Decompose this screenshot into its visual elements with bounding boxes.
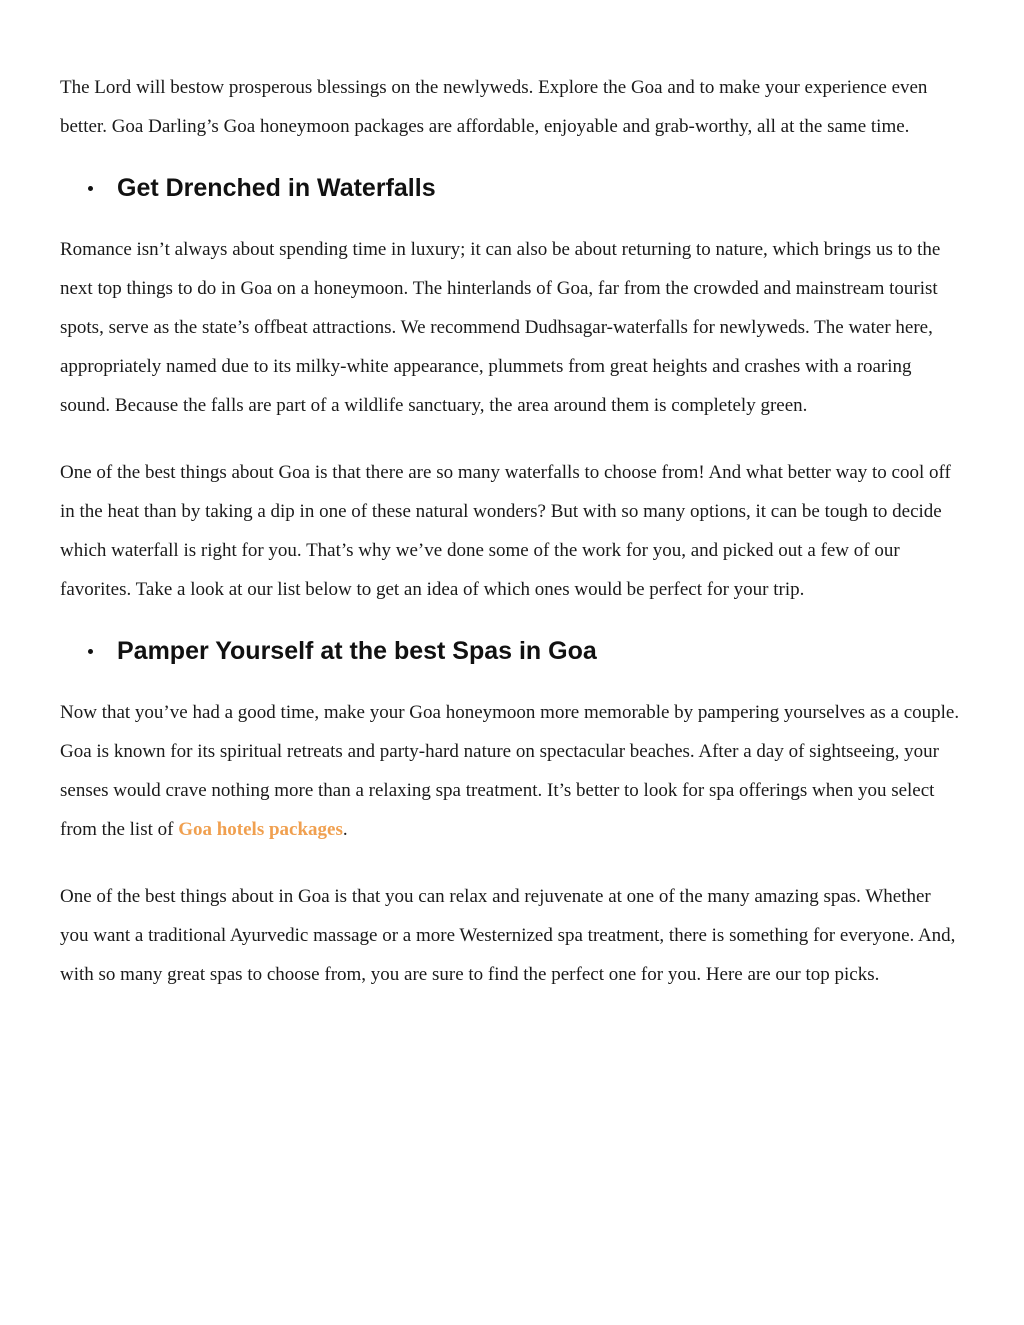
waterfalls-paragraph-1: Romance isn’t always about spending time in luxury; it can also be about returning to nature, which brings us to the next top things to do in Goa on a honeymoon. The hinterlands of Goa, far from the crowded and mainstream tourist spots, serve as the state’s offbeat attractions. We recommend Dudhsagar-waterfalls for newlyweds. The water here, appropriately named due to its milky-white appearance, plummets from great heights and crashes with a roaring sound. Because the falls are part of a wildlife sanctuary, the area around them is completely green.	[60, 239, 941, 416]
document-page	[60, 68, 960, 994]
spas-paragraph-2: One of the best things about in Goa is that you can relax and rejuvenate at one of the many amazing spas. Whether you want a traditional Ayurvedic massage or a more Westernized spa treatment, there is something for everyone. And, with so many great spas to choose from, you are sure to find the perfect one for you. Here are our top picks.	[60, 886, 956, 985]
spas-paragraph-1-text: Now that you’ve had a good time, make your Goa honeymoon more memorable by pampering yourselves as a couple. Goa is known for its spiritual retreats and party-hard nature on spectacular beaches. After a day of sightseeing, your senses would crave nothing more than a relaxing spa treatment. It’s better to look for spa offerings when you select from the list of	[60, 702, 960, 840]
spas-paragraph-1-end: .	[342, 819, 348, 840]
waterfalls-paragraph-2: One of the best things about Goa is that there are so many waterfalls to choose from! And what better way to cool off in the heat than by taking a dip in one of these natural wonders? But with so many options, it can be tough to decide which waterfall is right for you. That’s why we’ve done some of the work for you, and picked out a few of our favorites. Take a look at our list below to get an idea of which ones would be perfect for your trip.	[60, 462, 951, 600]
intro-paragraph: The Lord will bestow prosperous blessings on the newlyweds. Explore the Goa and to make your experience even better. Goa Darling’s Goa honeymoon packages are affordable, enjoyable and grab-worthy, all at the same time.	[60, 77, 928, 137]
heading-waterfalls	[60, 172, 960, 204]
heading-spas-text: Pamper Yourself at the best Spas in Goa	[117, 637, 597, 665]
goa-hotels-packages-link[interactable]: Goa hotels packages	[178, 819, 343, 840]
heading-waterfalls-text: Get Drenched in Waterfalls	[117, 174, 436, 202]
bullet-icon	[88, 186, 93, 191]
bullet-icon	[88, 649, 93, 654]
heading-spas	[60, 635, 960, 667]
spas-paragraph-1	[60, 693, 960, 849]
